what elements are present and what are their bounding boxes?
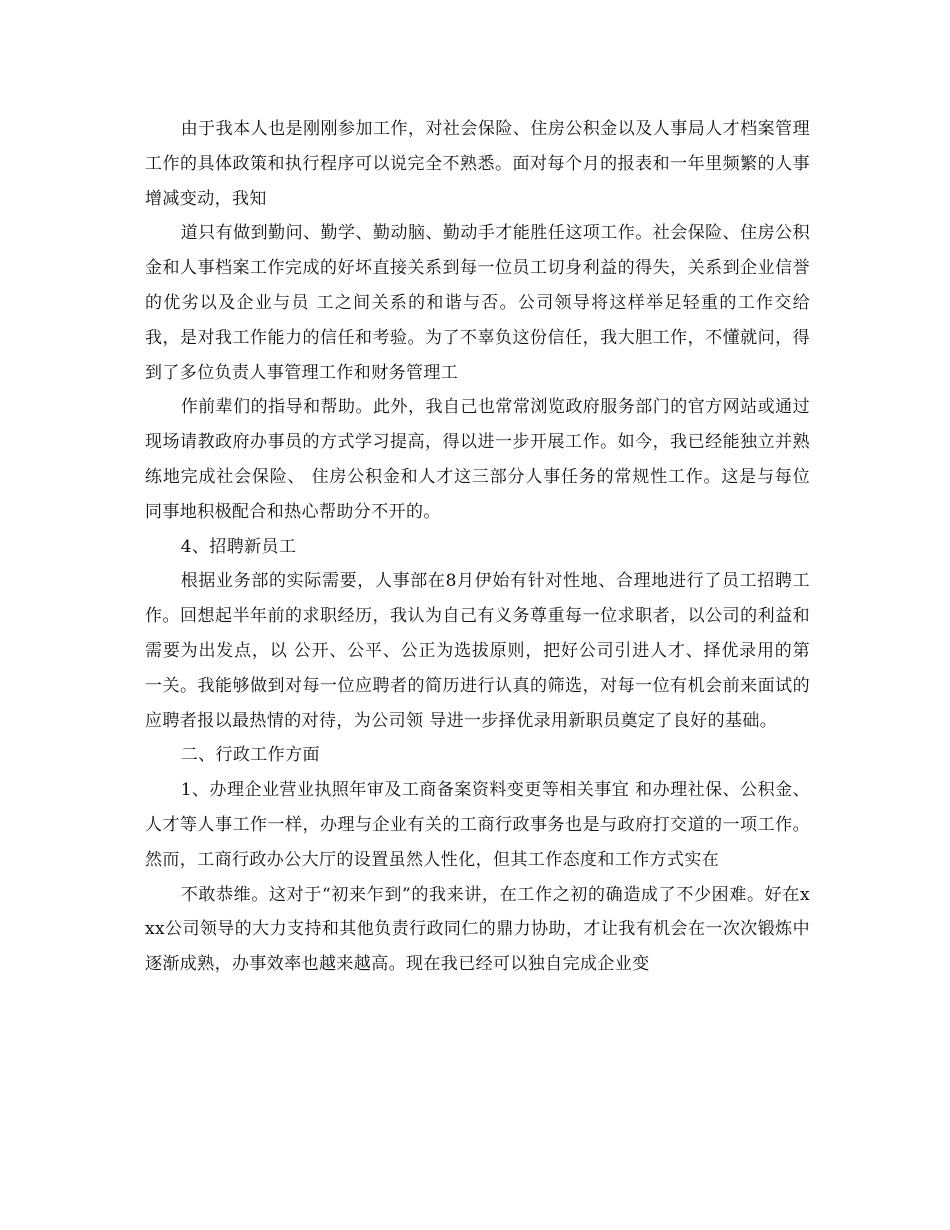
paragraph-recruitment: 根据业务部的实际需要，人事部在8月伊始有针对性地、合理地进行了员工招聘工作。回想起半年前的求职经历，我认为自己有义务尊重每一位求职者，以公司的利益和需要为出发点，以 公开、公平、公正为选拔原则，把好公司引进人才、择优录用的第一关。我能够做到对每一位应聘者的简历进行认真的筛选，对每一位有机会前来面试的应聘者报以最热情的对待，为公司领 导进一步择优录用新职员奠定了良好的基础。	[145, 571, 810, 731]
paragraph-guidance-and-learning: 作前辈们的指导和帮助。此外，我自己也常常浏览政府服务部门的官方网站或通过现场请教政府办事员的方式学习提高，得以进一步开展工作。如今，我已经能独立并熟练地完成社会保险、 住房公积金和人才这三部分人事任务的常规性工作。这是与每位同事地积极配合和热心帮助分不开的。	[145, 397, 810, 522]
section-heading-recruitment: 4、招聘新员工	[180, 536, 297, 557]
paragraph-business-license: 1、办理企业营业执照年审及工商备案资料变更等相关事宜 和办理社保、公积金、人才等人事工作一样，办理与企业有关的工商行政事务也是与政府打交道的一项工作。然而，工商行政办公大厅的设置虽然人性化，但其工作态度和工作方式实在	[145, 780, 810, 870]
section-heading-administration: 二、行政工作方面	[180, 745, 320, 766]
paragraph-difficulties: 不敢恭维。这对于“初来乍到”的我来讲，在工作之初的确造成了不少困难。好在xxx公司领导的大力支持和其他负责行政同仁的鼎力协助，才让我有机会在一次次锻炼中逐渐成熟，办事效率也越来越高。现在我已经可以独自完成企业变	[145, 884, 810, 975]
paragraph-diligent-work: 道只有做到勤问、勤学、勤动脑、勤动手才能胜任这项工作。社会保险、住房公积金和人事档案工作完成的好坏直接关系到每一位员工切身利益的得失，关系到企业信誉的优劣以及企业与员 工之间关系的和谐与否。公司领导将这样举足轻重的工作交给我，是对我工作能力的信任和考验。为了不辜负这份信任，我大胆工作，不懂就问，得到了多位负责人事管理工作和财务管理工	[145, 223, 810, 383]
document-body	[145, 112, 810, 982]
paragraph-social-insurance-intro: 由于我本人也是刚刚参加工作，对社会保险、住房公积金以及人事局人才档案管理工作的具体政策和执行程序可以说完全不熟悉。面对每个月的报表和一年里频繁的人事增减变动，我知	[145, 119, 810, 209]
